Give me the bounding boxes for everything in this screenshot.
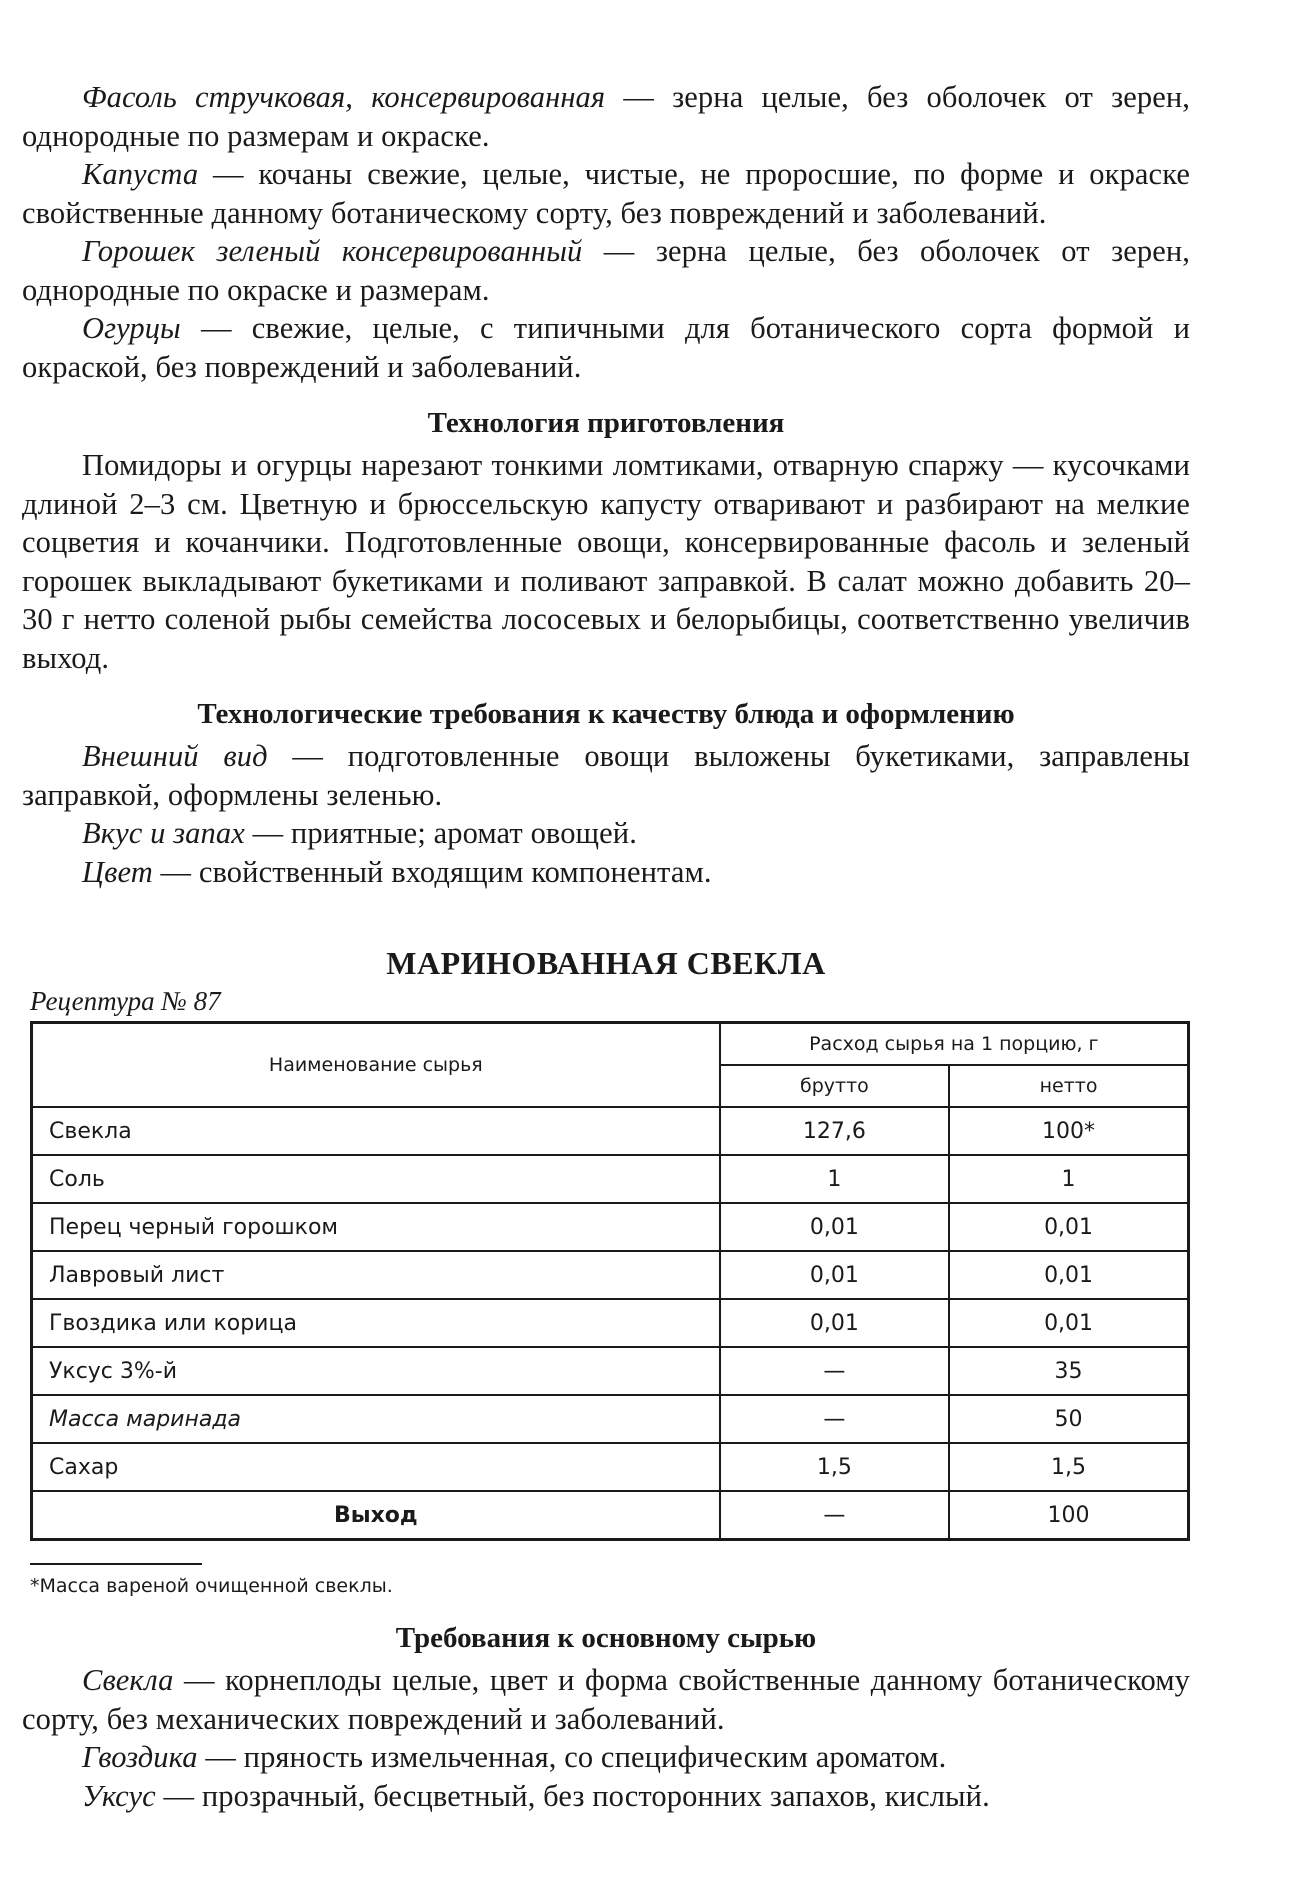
- raw-materials-heading: Требования к основному сырью: [395, 1622, 817, 1654]
- table-row: [32, 1203, 1189, 1251]
- netto-value: 100*: [949, 1107, 1188, 1155]
- document-page: [22, 78, 1190, 1815]
- column-header-brutto: брутто: [720, 1065, 949, 1107]
- raw-paragraph: [22, 1661, 1190, 1738]
- table-row: [32, 1347, 1189, 1395]
- netto-value: 100: [949, 1491, 1188, 1540]
- brutto-value: 0,01: [720, 1203, 949, 1251]
- ingredient-name: Гвоздика или корица: [32, 1299, 720, 1347]
- column-header-group: Расход сырья на 1 порцию, г: [720, 1023, 1189, 1066]
- term: Фасоль стручковая, консервированная: [82, 80, 606, 114]
- intro-paragraph: [22, 78, 1190, 155]
- ingredient-name: Перец черный горошком: [32, 1203, 720, 1251]
- quality-paragraph: [22, 814, 1190, 853]
- table-row: [32, 1155, 1189, 1203]
- brutto-value: 0,01: [720, 1251, 949, 1299]
- ingredient-name: Соль: [32, 1155, 720, 1203]
- brutto-value: 127,6: [720, 1107, 949, 1155]
- quality-paragraph: [22, 737, 1190, 814]
- definition: — корнеплоды целые, цвет и форма свойственные данному ботаническому сорту, без механических повреждений и заболеваний.: [22, 1663, 1190, 1736]
- brutto-value: 1,5: [720, 1443, 949, 1491]
- brutto-value: 0,01: [720, 1299, 949, 1347]
- brutto-value: —: [720, 1491, 949, 1540]
- brutto-value: —: [720, 1395, 949, 1443]
- recipe-table: [30, 1021, 1190, 1541]
- definition: — зерна целые, без оболочек от зерен, однородные по окраске и размерам.: [22, 234, 1190, 307]
- netto-value: 0,01: [949, 1299, 1188, 1347]
- table-row-total: [32, 1491, 1189, 1540]
- brutto-value: 1: [720, 1155, 949, 1203]
- term: Горошек зеленый консервированный: [82, 234, 583, 268]
- netto-value: 1: [949, 1155, 1188, 1203]
- definition: — пряность измельченная, со специфическим ароматом.: [197, 1740, 947, 1774]
- definition: — свойственный входящим компонентам.: [152, 854, 712, 889]
- intro-paragraph: [22, 155, 1190, 232]
- ingredient-name: Уксус 3%-й: [32, 1347, 720, 1395]
- column-header-name: Наименование сырья: [32, 1023, 720, 1108]
- recipe-title: МАРИНОВАННАЯ СВЕКЛА: [386, 945, 826, 981]
- table-row: [32, 1395, 1189, 1443]
- netto-value: 50: [949, 1395, 1188, 1443]
- ingredient-name: Свекла: [32, 1107, 720, 1155]
- recipe-number: Рецептура № 87: [30, 986, 221, 1016]
- netto-value: 35: [949, 1347, 1188, 1395]
- footnote-divider: [30, 1563, 202, 1565]
- technology-heading: Технология приготовления: [427, 407, 785, 439]
- term: Свекла: [82, 1663, 174, 1697]
- definition: — кочаны свежие, целые, чистые, не проросшие, по форме и окраске свойственные данному ботаническому сорту, без повреждений и заболеваний.: [22, 157, 1190, 230]
- netto-value: 0,01: [949, 1251, 1188, 1299]
- ingredient-name: Масса маринада: [32, 1395, 720, 1443]
- footnote: *Масса вареной очищенной свеклы.: [30, 1575, 393, 1597]
- term: Цвет: [82, 854, 153, 889]
- column-header-netto: нетто: [949, 1065, 1188, 1107]
- quality-heading: Технологические требования к качеству блюда и оформлению: [197, 698, 1015, 730]
- term: Капуста: [82, 157, 199, 191]
- definition: — зерна целые, без оболочек от зерен, однородные по размерам и окраске.: [22, 80, 1190, 153]
- table-row: [32, 1443, 1189, 1491]
- intro-paragraph: [22, 309, 1190, 386]
- ingredient-name: Сахар: [32, 1443, 720, 1491]
- netto-value: 1,5: [949, 1443, 1188, 1491]
- definition: — свежие, целые, с типичными для ботанического сорта формой и окраской, без повреждений и заболеваний.: [22, 311, 1190, 384]
- brutto-value: —: [720, 1347, 949, 1395]
- definition: — подготовленные овощи выложены букетиками, заправлены заправкой, оформлены зеленью.: [22, 739, 1190, 812]
- yield-label: Выход: [32, 1491, 720, 1540]
- table-row: [32, 1299, 1189, 1347]
- netto-value: 0,01: [949, 1203, 1188, 1251]
- raw-paragraph: [22, 1777, 1190, 1816]
- term: Гвоздика: [82, 1740, 198, 1774]
- technology-paragraph: Помидоры и огурцы нарезают тонкими ломтиками, отварную спаржу — кусочками длиной 2–3 см. Цветную и брюссельскую капусту отваривают и разбирают на мелкие соцветия и кочанчики. Подготовленные овощи, консервированные фасоль и зеленый горошек выкладывают букетиками и поливают заправкой. В салат можно добавить 20–30 г нетто соленой рыбы семейства лососевых и белорыбицы, соответственно увеличив выход.: [22, 448, 1190, 675]
- intro-paragraph: [22, 232, 1190, 309]
- quality-paragraph: [22, 853, 1190, 892]
- table-row: [32, 1251, 1189, 1299]
- raw-paragraph: [22, 1738, 1190, 1777]
- term: Уксус: [82, 1778, 156, 1813]
- definition: — прозрачный, бесцветный, без посторонних запахов, кислый.: [155, 1778, 990, 1813]
- term: Вкус и запах: [82, 816, 245, 850]
- ingredient-name: Лавровый лист: [32, 1251, 720, 1299]
- term: Внешний вид: [82, 739, 268, 773]
- table-row: [32, 1107, 1189, 1155]
- definition: — приятные; аромат овощей.: [244, 816, 637, 850]
- term: Огурцы: [82, 311, 181, 345]
